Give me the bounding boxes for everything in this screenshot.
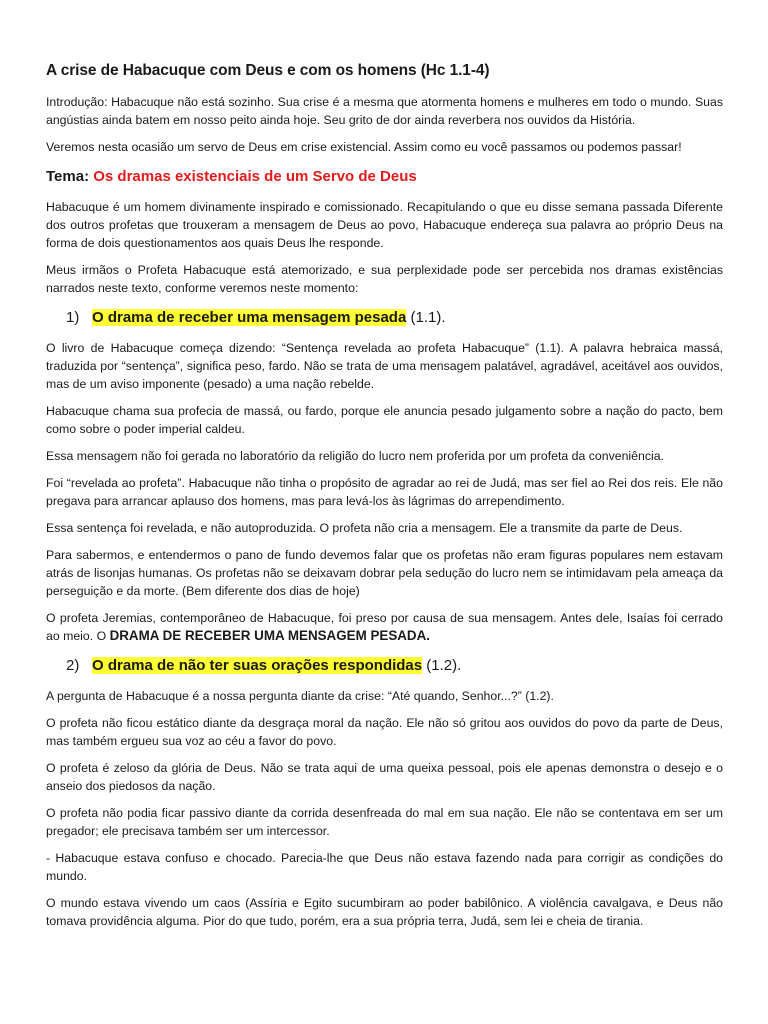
jeremias-caps: DRAMA DE RECEBER UMA MENSAGEM PESADA. [109,628,430,643]
section1-paragraph: Essa mensagem não foi gerada no laboratório da religião do lucro nem proferida por um profeta da conveniência. [46,449,664,463]
point-2-number: 2) [66,657,80,674]
habacuque-paragraph: Habacuque é um homem divinamente inspirado e comissionado. Recapitulando o que eu disse semana passada Diferente dos outros profetas que trouxeram a mensagem de Deus ao povo, Habacuque endereça sua palavra ao próprio Deus na forma de dois questionamentos aos quais Deus lhe responde. [46,200,723,250]
section1-paragraph: Habacuque chama sua profecia de massá, ou fardo, porque ele anuncia pesado julgamento sobre a nação do pacto, bem como sobre o poder imperial caldeu. [46,404,723,436]
tema-label: Tema: [46,168,90,185]
veremos-paragraph: Veremos nesta ocasião um servo de Deus em crise existencial. Assim como eu você passamos ou podemos passar! [46,140,682,154]
point-2-ref: (1.2). [422,657,462,674]
tema-text: Os dramas existenciais de um Servo de Deus [93,168,417,185]
section2-paragraph: O mundo estava vivendo um caos (Assíria e Egito sucumbiram ao poder babilônico. A violência cavalgava, e Deus não tomava providência alguma. Pior do que tudo, porém, era a sua própria terra, Judá, sem lei e cheia de tirania. [46,896,723,928]
section2-paragraph: O profeta não ficou estático diante da desgraça moral da nação. Ele não só gritou aos ouvidos do povo da parte de Deus, mas também ergueu sua voz ao céu a favor do povo. [46,716,723,748]
section2-paragraph: A pergunta de Habacuque é a nossa pergunta diante da crise: “Até quando, Senhor...?” (1.2). [46,689,554,703]
section1-paragraph: Foi “revelada ao profeta”. Habacuque não tinha o propósito de agradar ao rei de Judá, mas ser fiel ao Rei dos reis. Ele não pregava para arrancar aplauso dos homens, mas para levá-los às lágrimas do arrependimento. [46,476,723,508]
irmaos-paragraph: Meus irmãos o Profeta Habacuque está atemorizado, e sua perplexidade pode ser percebida nos dramas existências narrados neste texto, conforme veremos neste momento: [46,263,723,295]
intro-paragraph: Introdução: Habacuque não está sozinho. Sua crise é a mesma que atormenta homens e mulheres em todo o mundo. Suas angústias ainda batem em nosso peito ainda hoje. Seu grito de dor ainda reverbera nos ouvidos da História. [46,95,723,127]
point-1-highlight: O drama de receber uma mensagem pesada [92,309,407,326]
tema-heading [46,168,723,185]
point-1-ref: (1.1). [406,309,446,326]
section1-paragraph: Essa sentença foi revelada, e não autoproduzida. O profeta não cria a mensagem. Ele a transmite da parte de Deus. [46,521,683,535]
section2-paragraph: O profeta não podia ficar passivo diante da corrida desenfreada do mal em sua nação. Ele não se contentava em ser um pregador; ele precisava também ser um intercessor. [46,806,723,838]
section2-paragraph: - Habacuque estava confuso e chocado. Parecia-lhe que Deus não estava fazendo nada para corrigir as condições do mundo. [46,851,723,883]
section2-paragraph: O profeta é zeloso da glória de Deus. Não se trata aqui de uma queixa pessoal, pois ele apenas demonstra o desejo e o anseio dos piedosos da nação. [46,761,723,793]
point-1-number: 1) [66,309,80,326]
document-title: A crise de Habacuque com Deus e com os homens (Hc 1.1-4) [46,62,490,79]
jeremias-paragraph [46,609,723,645]
point-1-heading [66,309,723,326]
section1-paragraph: O livro de Habacuque começa dizendo: “Sentença revelada ao profeta Habacuque” (1.1). A palavra hebraica massá, traduzida por “sentença”, significa peso, fardo. Não se trata de uma mensagem palatável, agradável, aceitável aos ouvidos, mas de um aviso imponente (pesado) a uma nação rebelde. [46,341,723,391]
section1-paragraph: Para sabermos, e entendermos o pano de fundo devemos falar que os profetas não eram figuras populares nem estavam atrás de lisonjas humanas. Os profetas não se deixavam dobrar pela sedução do lucro nem se intimidavam pela ameaça da perseguição e da morte. (Bem diferente dos dias de hoje) [46,548,723,598]
point-2-heading [66,657,723,674]
jeremias-text: O profeta Jeremias, contemporâneo de Habacuque, foi preso por causa de sua mensagem. Antes dele, Isaías foi cerrado ao meio. O [46,611,723,643]
point-2-highlight: O drama de não ter suas orações respondidas [92,657,423,674]
